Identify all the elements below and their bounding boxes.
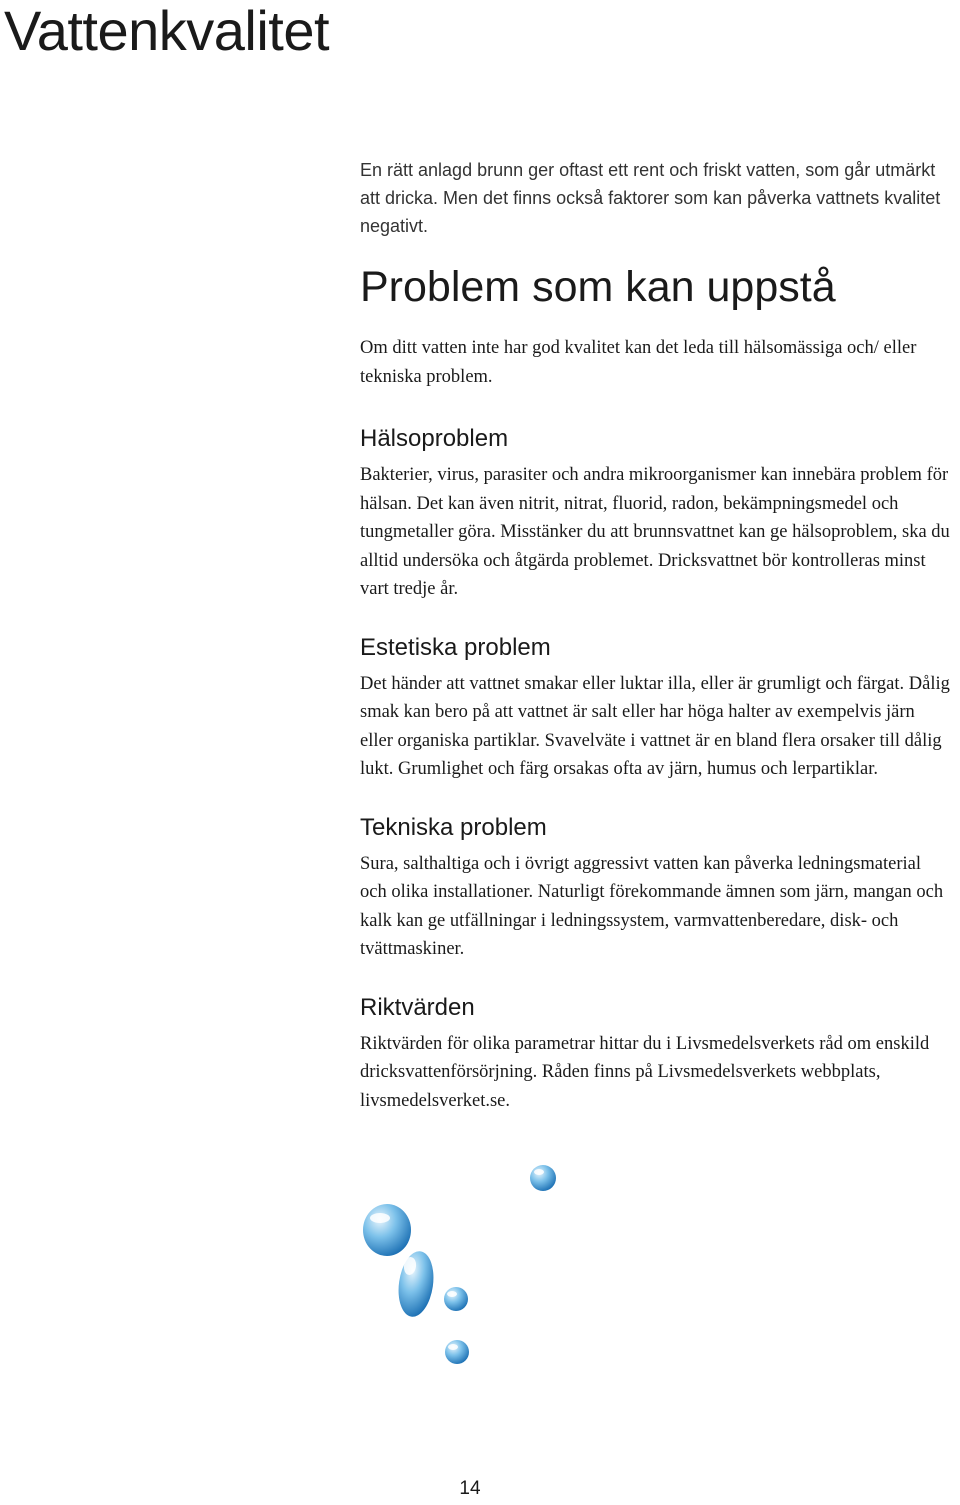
page-title: Vattenkvalitet — [4, 0, 330, 62]
subsection-text: Bakterier, virus, parasiter och andra mikroorganismer kan innebära problem för hälsan. Det kan även nitrit, nitrat, fluorid, radon, bekämpningsmedel och tungmetaller göra. Misstänker du att brunnsvattnet kan ge hälsoproblem, ska du alltid undersöka och åtgärda problemet. Dricksvattnet bör kontrolleras minst vart tredje år. — [360, 465, 950, 599]
subsection-title: Estetiska problem — [360, 633, 551, 661]
section-lead: Om ditt vatten inte har god kvalitet kan det leda till hälsomässiga och/ eller tekniska problem. — [360, 338, 917, 387]
subsection-text: Riktvärden för olika parametrar hittar du i Livsmedelsverkets råd om enskild dricksvattenförsörjning. Råden finns på Livsmedelsverkets webbplats, livsmedelsverket.se. — [360, 1033, 930, 1111]
page-number: 14 — [459, 1478, 481, 1499]
water-drop-icon — [363, 1204, 411, 1256]
article-content — [360, 156, 950, 1115]
subsection-title: Riktvärden — [360, 993, 475, 1021]
subsection-text: Det händer att vattnet smakar eller luktar illa, eller är grumligt och färgat. Dålig smak kan bero på att vattnet är salt eller har höga halter av exempelvis järn eller organiska partiklar. Svavelväte i vattnet är en bland flera orsaker till dålig lukt. Grumlighet och färg orsakas ofta av järn, humus och lerpartiklar. — [360, 673, 950, 779]
section-title: Problem som kan uppstå — [360, 263, 836, 311]
water-drop-icon — [530, 1165, 556, 1191]
water-drop-icon — [445, 1340, 469, 1364]
water-drop-icon — [444, 1287, 468, 1311]
subsection-estetiska-problem — [360, 634, 950, 784]
subsection-riktvarden — [360, 994, 950, 1116]
subsection-title: Hälsoproblem — [360, 425, 509, 452]
subsection-tekniska-problem — [360, 814, 950, 964]
intro-paragraph: En rätt anlagd brunn ger oftast ett rent och friskt vatten, som går utmärkt att dricka. Men det finns också faktorer som kan påverka vattnets kvalitet negativt. — [360, 160, 941, 236]
water-drop-icon — [395, 1249, 438, 1319]
water-drops-illustration — [340, 1150, 600, 1390]
subsection-title: Tekniska problem — [360, 813, 547, 841]
subsection-text: Sura, salthaltiga och i övrigt aggressivt vatten kan påverka ledningsmaterial och olika installationer. Naturligt förekommande ämnen som järn, mangan och kalk kan ge utfällningar i ledningssystem, varmvattenberedare, disk- och tvättmaskiner. — [360, 853, 944, 959]
subsection-halsoproblem — [360, 425, 950, 604]
